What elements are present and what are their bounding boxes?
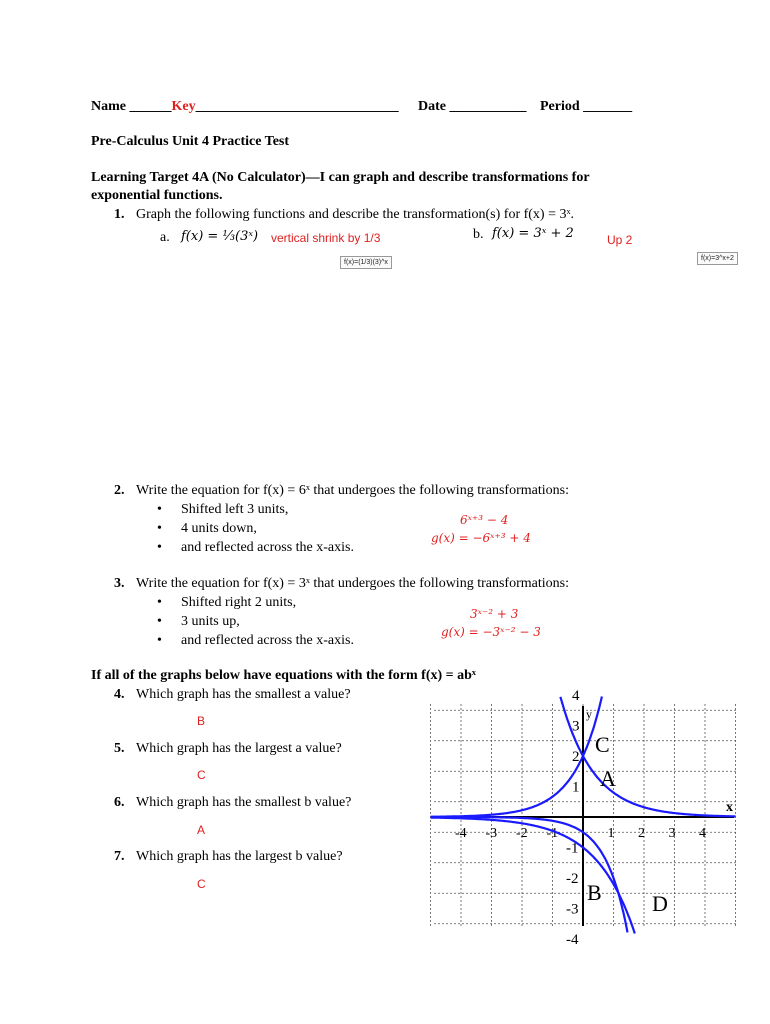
y-tick-label: -4 [566,932,579,948]
y-tick-label: -1 [566,840,579,857]
q2-number: 2. [114,483,125,498]
y-tick-label: 1 [572,779,580,796]
q6-number: 6. [114,795,125,810]
period-label: Period _______ [540,99,633,114]
y-axis-label: y [586,707,592,721]
x-tick-label: 1 [607,826,615,841]
y-tick-label: -2 [566,871,579,887]
q2-bullet-2: • 4 units down, [181,521,257,537]
q3-text: Write the equation for f(x) = 3ˣ that undergoes the following transformations: [136,576,569,591]
q4-text: Which graph has the smallest a value? [136,687,351,702]
x-tick-label: -1 [546,826,559,841]
q1b-calculator-box: f(x)=3^x+2 [697,252,738,265]
q1a-expression: f(x) = ⅓(3ˣ) [181,229,259,244]
q3-bullet-1: • Shifted right 2 units, [181,595,296,611]
q1a-label: a. [160,230,170,245]
q6-text: Which graph has the smallest b value? [136,795,352,810]
x-axis-label: x [726,800,733,815]
curve-label-a: A [600,766,616,791]
x-tick-label: 4 [699,826,706,841]
q5-number: 5. [114,741,125,756]
x-tick-label: 3 [668,826,676,841]
y-tick-label: -3 [566,901,579,918]
learning-target-line2: exponential functions. [91,188,223,203]
curve-label-d: D [652,891,668,916]
date-label: Date ___________ [418,99,527,114]
q2-bullet-3: • and reflected across the x-axis. [181,540,354,556]
q3-bullet-3: • and reflected across the x-axis. [181,633,354,649]
y-tick-label: 3 [572,718,580,735]
q2-answer-step: 6ˣ⁺³ − 4 [460,513,509,527]
graph-curve-labels [587,732,668,916]
y-tick-label: 2 [572,749,580,765]
x-tick-label: -2 [516,826,528,841]
learning-target-line1: Learning Target 4A (No Calculator)—I can graph and describe transformations for [91,170,590,185]
x-tick-label: 2 [638,826,645,841]
q1b-answer: Up 2 [607,233,633,247]
curve-label-c: C [595,732,610,757]
name-value: Key [171,99,196,114]
q7-number: 7. [114,849,125,864]
q3-answer-step: 3ˣ⁻² + 3 [470,607,519,621]
q4-answer: B [197,714,206,728]
name-label: Name ______ [91,99,172,114]
q1b-expression: f(x) = 3ˣ + 2 [492,226,574,241]
page-title: Pre-Calculus Unit 4 Practice Test [91,134,290,149]
q3-number: 3. [114,576,125,591]
name-line [91,99,399,115]
q4-number: 4. [114,687,125,702]
q2-answer-final: g(x) = −6ˣ⁺³ + 4 [431,531,531,545]
q1-text: Graph the following functions and describe the transformation(s) for f(x) = 3ˣ. [136,207,575,222]
x-tick-label: -3 [485,826,498,841]
curve-label-b: B [587,880,602,905]
q1a-answer: vertical shrink by 1/3 [271,231,381,245]
section-heading: If all of the graphs below have equations with the form f(x) = abˣ [91,668,476,683]
q3-answer-final: g(x) = −3ˣ⁻² − 3 [441,625,541,639]
exponential-graphs-figure [430,688,740,948]
y-tick-label: 4 [572,688,580,704]
q1b-label: b. [473,227,484,242]
x-tick-label: -4 [455,826,467,841]
q5-answer: C [197,768,206,782]
q1-number: 1. [114,207,125,222]
q6-answer: A [197,823,206,837]
q7-text: Which graph has the largest b value? [136,849,343,864]
q1a-calculator-box: f(x)=(1/3)(3)^x [340,256,392,269]
q2-bullet-1: • Shifted left 3 units, [181,502,288,518]
q5-text: Which graph has the largest a value? [136,741,342,756]
q2-text: Write the equation for f(x) = 6ˣ that undergoes the following transformations: [136,483,569,498]
q7-answer: C [197,877,206,891]
name-underline: _____________________________ [195,99,399,114]
q3-bullet-2: • 3 units up, [181,614,240,630]
